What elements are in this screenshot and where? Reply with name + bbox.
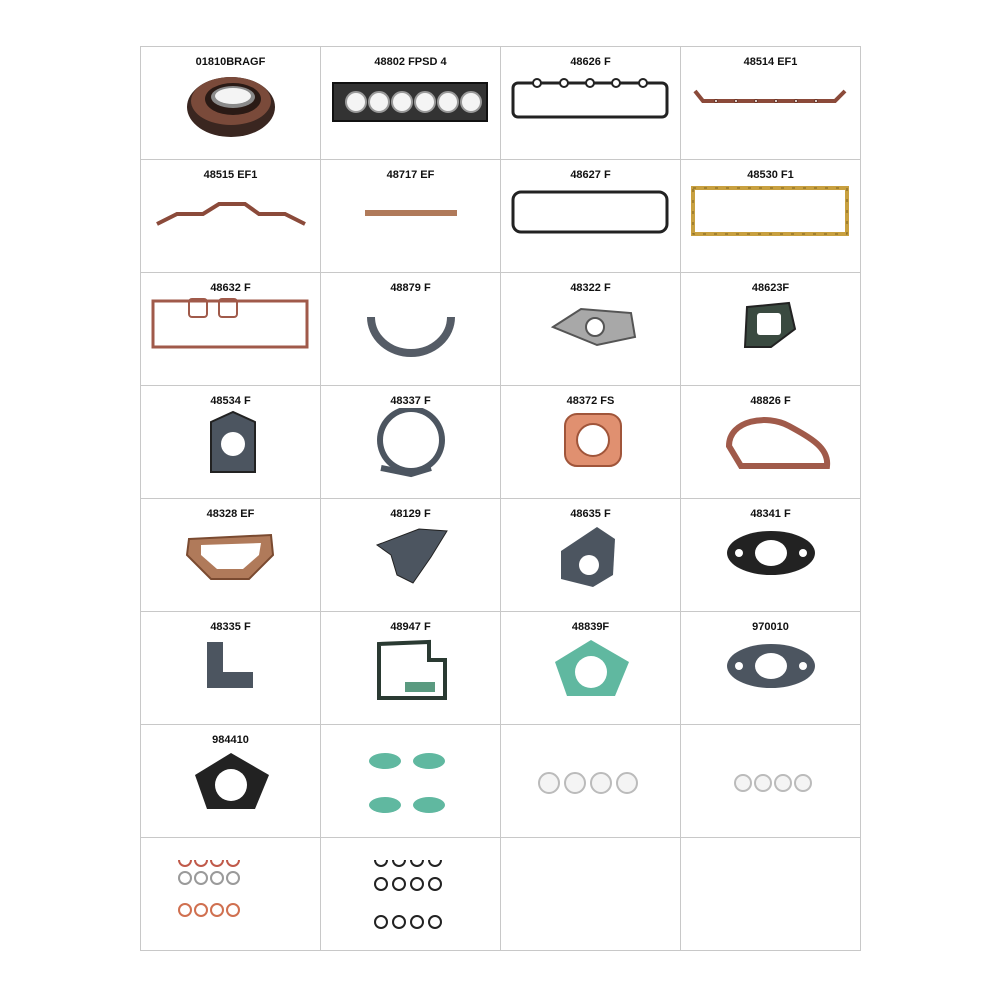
part-cell[interactable]: [321, 273, 501, 386]
frame-gasket-icon: [321, 634, 500, 724]
part-code: 48129 F: [390, 508, 431, 520]
part-code: 970010: [752, 621, 789, 633]
half-moon-seal-icon: [321, 295, 500, 385]
pump-gasket-icon: [501, 521, 680, 611]
white-washer-set-icon: [681, 747, 860, 837]
part-code: 48328 EF: [206, 508, 255, 520]
part-cell[interactable]: [141, 273, 321, 386]
part-code: 48335 F: [210, 621, 251, 633]
part-code: 01810BRAGF: [195, 56, 266, 68]
part-cell[interactable]: [501, 386, 681, 499]
part-cell[interactable]: [321, 499, 501, 612]
part-cell[interactable]: [321, 47, 501, 160]
part-cell[interactable]: [681, 499, 861, 612]
part-code: 48626 F: [570, 56, 611, 68]
part-code: 48802 FPSD 4: [374, 56, 447, 68]
water-pump-gasket-icon: [321, 408, 500, 498]
part-cell[interactable]: [321, 725, 501, 838]
triangle-flange-gasket-icon: [501, 634, 680, 724]
part-cell[interactable]: [681, 160, 861, 273]
green-gasket-set-icon: [321, 747, 500, 837]
part-cell[interactable]: [141, 612, 321, 725]
part-code: [501, 733, 680, 747]
oil-seal-icon: [141, 69, 320, 159]
part-code: 48635 F: [570, 508, 611, 520]
part-cell[interactable]: [681, 612, 861, 725]
cork-strip-icon: [321, 182, 500, 272]
part-code: 984410: [212, 734, 249, 746]
part-code: 48947 F: [390, 621, 431, 633]
part-code: 48632 F: [210, 282, 251, 294]
part-code: 48322 F: [570, 282, 611, 294]
part-code: [681, 733, 860, 747]
o-ring-assortment-icon: [141, 860, 320, 950]
part-code: 48717 EF: [386, 169, 435, 181]
part-cell[interactable]: [141, 386, 321, 499]
triangle-flange-gasket-icon: [141, 747, 320, 837]
part-code: 48623F: [751, 282, 790, 294]
exhaust-gasket-icon: [501, 295, 680, 385]
part-cell[interactable]: [141, 838, 321, 951]
part-cell[interactable]: [141, 499, 321, 612]
part-cell[interactable]: [141, 47, 321, 160]
part-cell[interactable]: [321, 386, 501, 499]
oil-pan-gasket-icon: [141, 295, 320, 385]
part-code: [321, 733, 500, 747]
part-cell[interactable]: [501, 612, 681, 725]
rocker-cover-gasket-icon: [501, 182, 680, 272]
part-cell[interactable]: [501, 725, 681, 838]
part-code: 48515 EF1: [203, 169, 258, 181]
part-code: 48627 F: [570, 169, 611, 181]
white-washer-set-icon: [501, 747, 680, 837]
part-cell[interactable]: [321, 160, 501, 273]
part-code: 48372 FS: [566, 395, 615, 407]
oval-flange-gasket-icon: [681, 634, 860, 724]
part-cell[interactable]: [681, 47, 861, 160]
part-code: 48530 F1: [747, 169, 794, 181]
part-code: 48337 F: [390, 395, 431, 407]
part-cell[interactable]: [141, 160, 321, 273]
part-code: 48534 F: [210, 395, 251, 407]
cork-cover-gasket-icon: [141, 521, 320, 611]
sump-strip-gasket-icon: [681, 69, 860, 159]
part-code: 48514 EF1: [743, 56, 798, 68]
timing-cover-gasket-icon: [681, 408, 860, 498]
part-code: [141, 846, 320, 860]
part-code: 48879 F: [390, 282, 431, 294]
flange-gasket-icon: [681, 295, 860, 385]
part-cell[interactable]: [321, 838, 501, 951]
sump-strip-gasket-icon: [141, 182, 320, 272]
part-cell[interactable]: [681, 273, 861, 386]
oil-pan-gasket-icon: [681, 182, 860, 272]
valve-cover-gasket-icon: [501, 69, 680, 159]
empty-cell: [681, 838, 861, 951]
part-cell[interactable]: [681, 725, 861, 838]
part-cell[interactable]: [141, 725, 321, 838]
part-code: 48341 F: [750, 508, 791, 520]
part-cell[interactable]: [681, 386, 861, 499]
oval-flange-gasket-icon: [681, 521, 860, 611]
copper-head-gasket-icon: [501, 408, 680, 498]
part-code: [321, 846, 500, 860]
housing-gasket-icon: [141, 408, 320, 498]
parts-grid: [140, 46, 861, 951]
empty-cell: [501, 838, 681, 951]
o-ring-assortment-icon: [321, 860, 500, 950]
part-code: 48826 F: [750, 395, 791, 407]
part-cell[interactable]: [501, 160, 681, 273]
l-shaped-gasket-icon: [141, 634, 320, 724]
part-cell[interactable]: [501, 47, 681, 160]
timing-plate-gasket-icon: [321, 521, 500, 611]
part-cell[interactable]: [501, 499, 681, 612]
head-gasket-icon: [321, 69, 500, 159]
part-cell[interactable]: [321, 612, 501, 725]
part-cell[interactable]: [501, 273, 681, 386]
part-code: 48839F: [571, 621, 610, 633]
